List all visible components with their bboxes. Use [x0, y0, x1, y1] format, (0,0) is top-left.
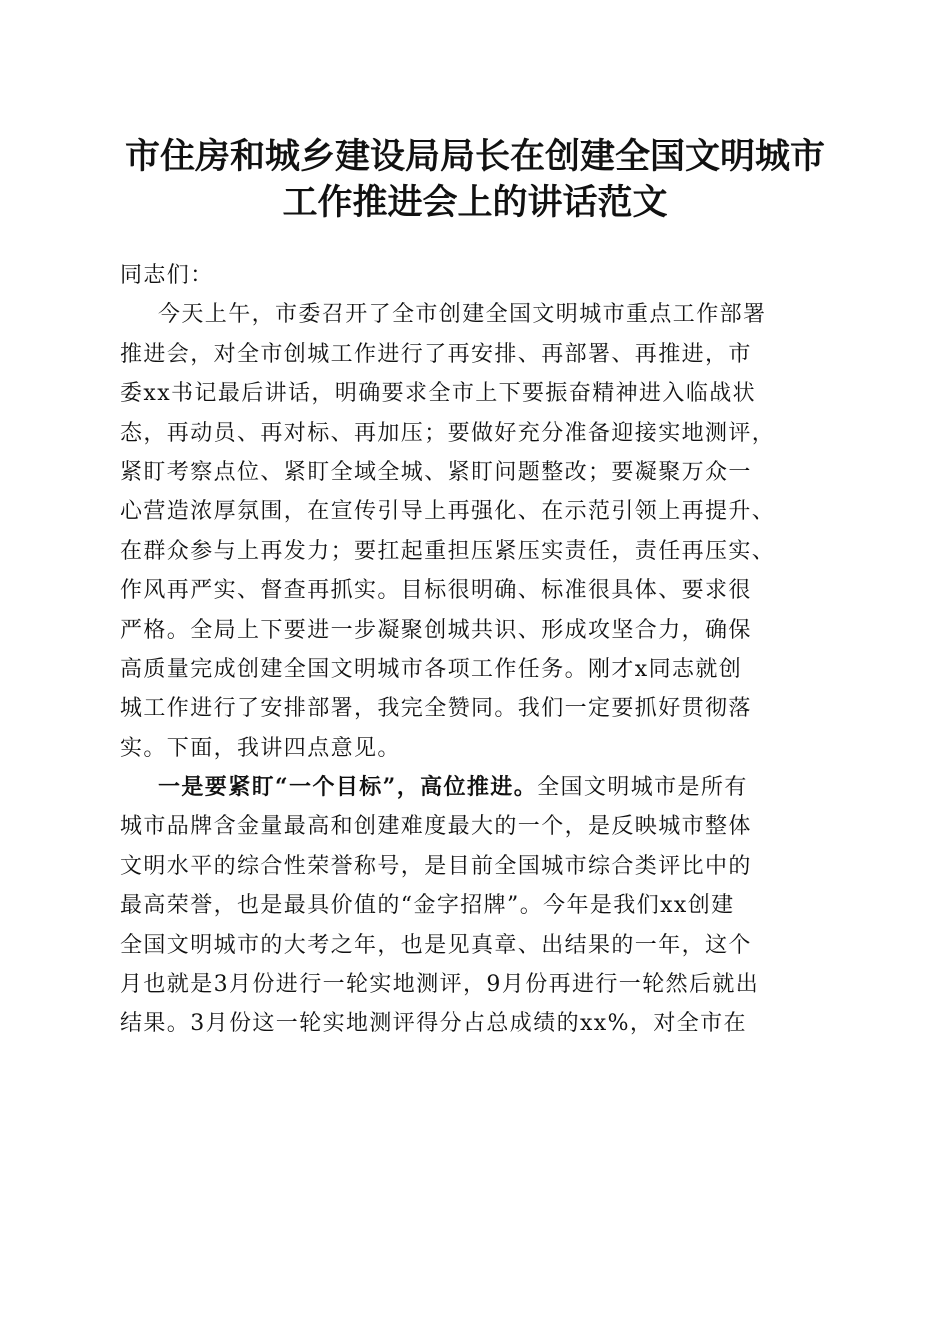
paragraph-line: 结果。3月份这一轮实地测评得分占总成绩的xx%，对全市在 [120, 1011, 747, 1037]
title-line-1: 市住房和城乡建设局局长在创建全国文明城市 [124, 136, 825, 177]
paragraph-line: 高质量完成创建全国文明城市各项工作任务。刚才x同志就创 [120, 656, 743, 682]
paragraph-line: 严格。全局上下要进一步凝聚创城共识、形成攻坚合力，确保 [120, 617, 752, 643]
paragraph-line: 态，再动员、再对标、再加压；要做好充分准备迎接实地测评， [120, 420, 776, 446]
paragraph-line: 委xx书记最后讲话，明确要求全市上下要振奋精神进入临战状 [120, 381, 757, 407]
paragraph-1 [120, 295, 832, 768]
paragraph-line: 今天上午，市委召开了全市创建全国文明城市重点工作部署 [158, 302, 767, 328]
paragraph-2 [120, 768, 832, 1044]
paragraph-line: 全国文明城市的大考之年，也是见真章、出结果的一年，这个 [120, 932, 752, 958]
paragraph-line: 实。下面，我讲四点意见。 [120, 735, 401, 761]
paragraph-first-line [120, 768, 832, 807]
paragraph-line: 月也就是3月份进行一轮实地测评，9月份再进行一轮然后就出 [120, 972, 760, 998]
section-heading-rest: 全国文明城市是所有 [537, 775, 748, 801]
paragraph-line: 最高荣誉，也是最具价值的“金字招牌”。今年是我们xx创建 [120, 893, 735, 919]
paragraph-line: 紧盯考察点位、紧盯全域全城、紧盯问题整改；要凝聚万众一 [120, 459, 752, 485]
document-title [100, 134, 850, 226]
paragraph-line: 作风再严实、督查再抓实。目标很明确、标准很具体、要求很 [120, 578, 752, 604]
salutation: 同志们： [120, 263, 214, 288]
paragraph-line: 文明水平的综合性荣誉称号，是目前全国城市综合类评比中的 [120, 853, 752, 879]
paragraph-line: 城工作进行了安排部署，我完全赞同。我们一定要抓好贯彻落 [120, 696, 752, 722]
paragraph-line: 推进会，对全市创城工作进行了再安排、再部署、再推进，市 [120, 341, 752, 367]
paragraph-line: 心营造浓厚氛围，在宣传引导上再强化、在示范引领上再提升、 [120, 499, 776, 525]
document-body [120, 256, 832, 1044]
paragraph-line: 城市品牌含金量最高和创建难度最大的一个，是反映城市整体 [120, 814, 752, 840]
section-heading: 一是要紧盯“一个目标”，高位推进。 [158, 774, 538, 801]
paragraph-line: 在群众参与上再发力；要扛起重担压紧压实责任，责任再压实、 [120, 538, 776, 564]
title-line-2: 工作推进会上的讲话范文 [282, 182, 668, 223]
